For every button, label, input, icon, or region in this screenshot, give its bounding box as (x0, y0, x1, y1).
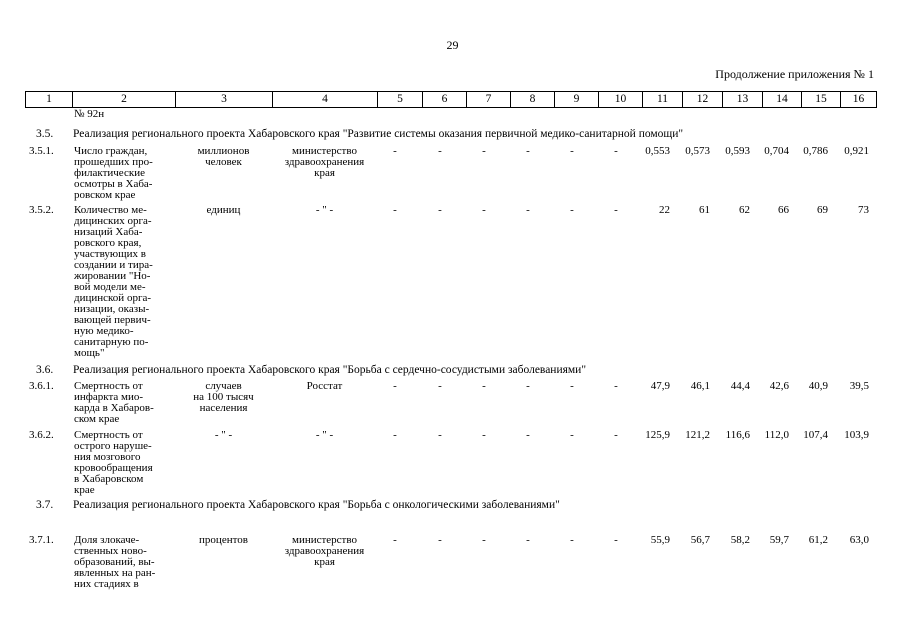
page-number: 29 (446, 38, 459, 52)
row-dash-cell: - (526, 534, 530, 546)
row-unit: процентов (199, 534, 248, 546)
row-value-cell: 73 (858, 204, 869, 216)
row-value-cell: 0,553 (645, 145, 670, 157)
header-cell: 6 (423, 92, 467, 108)
row-value-cell: 55,9 (650, 534, 670, 546)
header-cell: 1 (26, 92, 73, 108)
row-dash-cell: - (526, 145, 530, 157)
row-source: - " - (315, 429, 334, 441)
row-dash-cell: - (482, 380, 486, 392)
row-indicator-name: Количество ме- дицинских орга- низаций Хаба- ровского края, участвующих в создании и тира- жировании "Но- вой модели ме- дицинской орга- низации, оказы- вающей первич- ную медико- санитарную по- мощь" (74, 204, 153, 359)
header-cell: 11 (643, 92, 683, 108)
column-header-table (25, 91, 877, 108)
row-dash-cell: - (614, 380, 618, 392)
header-cell: 14 (763, 92, 802, 108)
row-dash-cell: - (482, 429, 486, 441)
row-dash-cell: - (570, 534, 574, 546)
row-value-cell: 42,6 (769, 380, 789, 392)
row-indicator-name: Смертность от инфаркта мио- карда в Хабаров- ском крае (74, 380, 154, 425)
header-cell: 8 (511, 92, 555, 108)
row-value-cell: 0,704 (764, 145, 789, 157)
row-number: 3.6.2. (29, 429, 54, 441)
header-cell: 13 (723, 92, 763, 108)
row-number: 3.5.1. (29, 145, 54, 157)
doc-ref: № 92н (74, 108, 105, 120)
row-value-cell: 39,5 (849, 380, 869, 392)
row-value-cell: 66 (778, 204, 789, 216)
row-value-cell: 125,9 (645, 429, 670, 441)
row-number: 3.6.1. (29, 380, 54, 392)
header-cell: 10 (599, 92, 643, 108)
row-number: 3.5.2. (29, 204, 54, 216)
header-cell: 16 (841, 92, 877, 108)
row-value-cell: 59,7 (769, 534, 789, 546)
section-number: 3.5. (36, 128, 54, 140)
section-title: Реализация регионального проекта Хабаровского края "Борьба с сердечно-сосудистыми заболеваниями" (73, 364, 587, 376)
header-cell: 15 (802, 92, 841, 108)
row-dash-cell: - (482, 534, 486, 546)
header-cell: 4 (273, 92, 378, 108)
row-dash-cell: - (526, 204, 530, 216)
row-value-cell: 56,7 (690, 534, 710, 546)
row-source: министерство здравоохранения края (284, 145, 365, 179)
row-value-cell: 69 (817, 204, 828, 216)
row-source: - " - (315, 204, 334, 216)
row-value-cell: 22 (659, 204, 670, 216)
row-dash-cell: - (438, 534, 442, 546)
row-dash-cell: - (526, 380, 530, 392)
row-dash-cell: - (570, 204, 574, 216)
section-title: Реализация регионального проекта Хабаровского края "Борьба с онкологическими заболеваниями" (73, 499, 560, 511)
column-header-row (26, 92, 877, 108)
row-value-cell: 61,2 (808, 534, 828, 546)
row-source: Росстат (306, 380, 343, 392)
row-value-cell: 47,9 (650, 380, 670, 392)
row-dash-cell: - (482, 204, 486, 216)
row-dash-cell: - (393, 380, 397, 392)
header-cell: 9 (555, 92, 599, 108)
row-indicator-name: Доля злокаче- ственных ново- образований, вы- явленных на ран- них стадиях в (74, 534, 156, 590)
continuation-label: Продолжение приложения № 1 (715, 67, 874, 81)
row-dash-cell: - (393, 145, 397, 157)
row-value-cell: 0,786 (803, 145, 828, 157)
row-dash-cell: - (393, 429, 397, 441)
row-value-cell: 40,9 (808, 380, 828, 392)
row-value-cell: 58,2 (730, 534, 750, 546)
row-dash-cell: - (614, 204, 618, 216)
row-dash-cell: - (438, 429, 442, 441)
row-dash-cell: - (393, 204, 397, 216)
row-dash-cell: - (526, 429, 530, 441)
row-value-cell: 121,2 (685, 429, 710, 441)
row-dash-cell: - (482, 145, 486, 157)
header-cell: 7 (467, 92, 511, 108)
row-dash-cell: - (438, 145, 442, 157)
row-dash-cell: - (438, 380, 442, 392)
row-unit: - " - (214, 429, 233, 441)
row-value-cell: 46,1 (690, 380, 710, 392)
row-dash-cell: - (393, 534, 397, 546)
row-dash-cell: - (570, 145, 574, 157)
row-indicator-name: Число граждан, прошедших про- филактические осмотры в Хаба- ровском крае (74, 145, 153, 201)
row-value-cell: 63,0 (849, 534, 869, 546)
header-cell: 2 (73, 92, 176, 108)
row-dash-cell: - (614, 534, 618, 546)
section-number: 3.6. (36, 364, 54, 376)
header-cell: 12 (683, 92, 723, 108)
row-value-cell: 103,9 (844, 429, 869, 441)
row-indicator-name: Смертность от острого наруше- ния мозгового кровообращения в Хабаровском крае (74, 429, 153, 496)
header-cell: 3 (176, 92, 273, 108)
row-dash-cell: - (438, 204, 442, 216)
row-number: 3.7.1. (29, 534, 54, 546)
row-source: министерство здравоохранения края (284, 534, 365, 568)
row-value-cell: 0,593 (725, 145, 750, 157)
section-number: 3.7. (36, 499, 54, 511)
row-unit: миллионов человек (197, 145, 250, 168)
row-value-cell: 61 (699, 204, 710, 216)
row-dash-cell: - (570, 429, 574, 441)
row-value-cell: 116,6 (725, 429, 750, 441)
row-dash-cell: - (614, 145, 618, 157)
section-title: Реализация регионального проекта Хабаровского края "Развитие системы оказания первичной медико-санитарной помощи" (73, 128, 684, 140)
row-value-cell: 107,4 (803, 429, 828, 441)
row-unit: единиц (206, 204, 241, 216)
row-unit: случаев на 100 тысяч населения (193, 380, 254, 414)
header-cell: 5 (378, 92, 423, 108)
row-value-cell: 44,4 (730, 380, 750, 392)
row-value-cell: 0,921 (844, 145, 869, 157)
row-value-cell: 62 (739, 204, 750, 216)
row-dash-cell: - (614, 429, 618, 441)
row-dash-cell: - (570, 380, 574, 392)
row-value-cell: 0,573 (685, 145, 710, 157)
row-value-cell: 112,0 (764, 429, 789, 441)
